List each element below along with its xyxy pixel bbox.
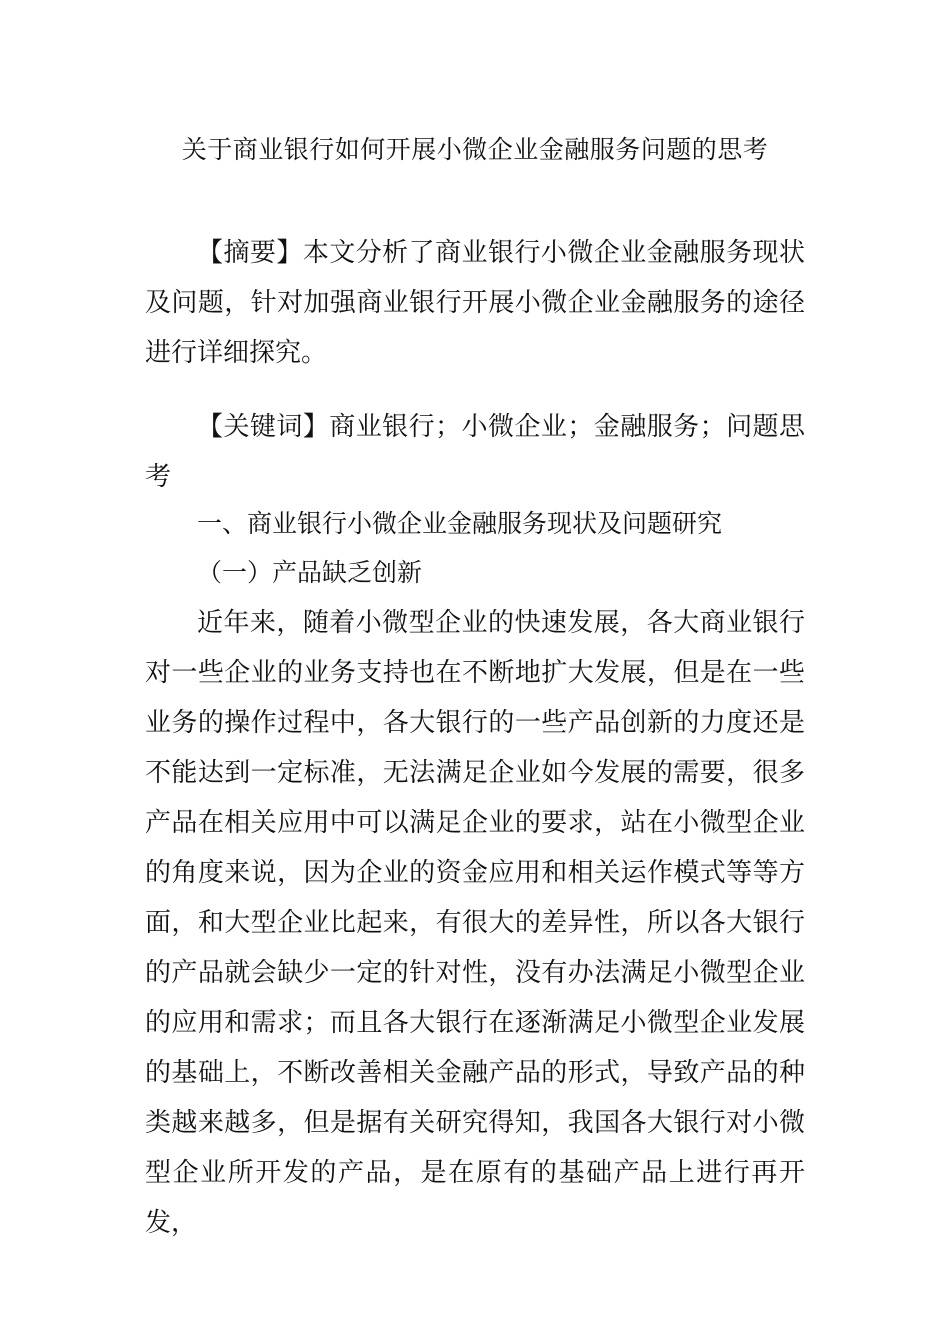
keywords-paragraph: 【关键词】商业银行；小微企业；金融服务；问题思考 (145, 412, 805, 492)
section-heading: 一、商业银行小微企业金融服务现状及问题研究 (197, 509, 723, 538)
subsection-heading: （一）产品缺乏创新 (197, 558, 423, 587)
document-title: 关于商业银行如何开展小微企业金融服务问题的思考 (181, 135, 769, 164)
body-paragraph: 近年来，随着小微型企业的快速发展，各大商业银行对一些企业的业务支持也在不断地扩大发展，但是在一些业务的操作过程中，各大银行的一些产品创新的力度还是不能达到一定标准，无法满足企业如今发展的需要，很多产品在相关应用中可以满足企业的要求，站在小微型企业的角度来说，因为企业的资金应用和相关运作模式等等方面，和大型企业比起来，有很大的差异性，所以各大银行的产品就会缺少一定的针对性，没有办法满足小微型企业的应用和需求；而且各大银行在逐渐满足小微型企业发展的基础上，不断改善相关金融产品的形式，导致产品的种类越来越多，但是据有关研究得知，我国各大银行对小微型企业所开发的产品，是在原有的基础产品上进行再开发， (145, 608, 805, 1238)
abstract-paragraph: 【摘要】本文分析了商业银行小微企业金融服务现状及问题，针对加强商业银行开展小微企业金融服务的途径进行详细探究。 (145, 238, 805, 368)
